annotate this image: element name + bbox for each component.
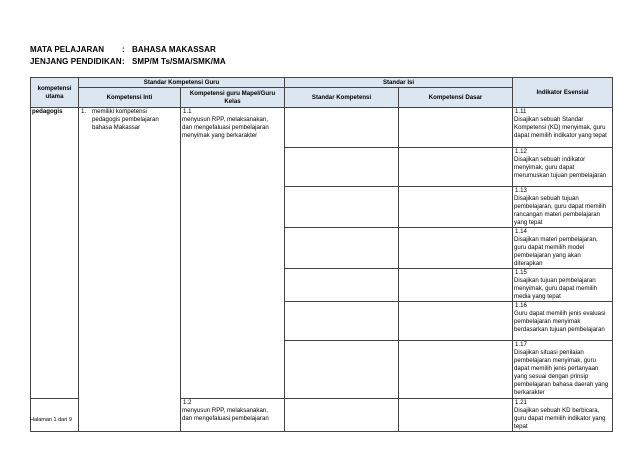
level-value: SMP/M Ts/SMA/SMK/MA — [132, 57, 226, 66]
header-kompetensi-inti: Kompetensi Inti — [79, 88, 181, 108]
cell-competency — [31, 108, 79, 399]
cell-standar-kompetensi — [285, 341, 399, 399]
cell-indicator — [513, 341, 613, 399]
indicator-text: Disajikan situasi penilaian pembelajaran menyimak, guru dapat memilih jenis pertanyaan yang sesuai dengan prinsip pembelajaran bahasa daerah yang berkarakter — [514, 349, 609, 396]
cell-indicator — [513, 108, 613, 148]
indicator-text: Guru dapat memilih jenis evaluasi pembelajaran menyimak berdasarkan tujuan pembelajaran — [514, 310, 606, 333]
cell-indicator — [513, 228, 613, 269]
indicator-number: 1.13 — [515, 187, 527, 194]
cell-standar-kompetensi — [285, 108, 399, 148]
indicator-text: Disajikan sebuah tujuan pembelajaran, guru dapat memilih rancangan materi pembelajaran yang tepat — [514, 195, 607, 226]
table-row — [31, 108, 613, 148]
indicator-text: Disajikan sebuah KD berbicara, guru dapat memilih indikator yang tepat — [514, 407, 606, 430]
cell-kompetensi-dasar — [399, 187, 513, 228]
header-row-1 — [31, 78, 613, 88]
cell-standar-kompetensi — [285, 269, 399, 302]
indicator-text: Disajikan materi pembelajaran, guru dapat memilih model pembelajaran yang akan diterapkan — [514, 236, 598, 267]
ki-text: memiliki kompetensi pedagogis pembelajaran bahasa Makassar — [92, 108, 159, 131]
level-label: JENJANG PENDIDIKAN — [30, 57, 122, 66]
cell-competency-empty — [31, 399, 79, 432]
cell-kompetensi-guru-1 — [181, 108, 285, 399]
header-kompetensi-dasar: Kompetensi Dasar — [399, 88, 513, 108]
indicator-text: Disajikan sebuah Standar Kompetensi (KD) menyimak, guru dapat memilih indikator yang tepat — [514, 116, 607, 139]
indicator-text: Disajikan sebuah indikator menyimak, guru dapat merumuskan tujuan pembelajaran — [514, 156, 607, 179]
indicator-number: 1.16 — [515, 302, 527, 309]
indicator-number: 1.11 — [515, 108, 527, 115]
cell-kompetensi-dasar — [399, 399, 513, 432]
indicator-number: 1.17 — [515, 341, 527, 348]
indicator-text: Disajikan tujuan pembelajaran menyimak, guru dapat memilih media yang tepat — [514, 277, 597, 300]
cell-indicator — [513, 187, 613, 228]
cell-kompetensi-dasar — [399, 148, 513, 187]
meta-subject — [30, 45, 216, 54]
cell-kompetensi-dasar — [399, 228, 513, 269]
header-kompetensi-utama: kompetensi utama — [31, 78, 79, 108]
cell-standar-kompetensi — [285, 187, 399, 228]
header-standar-kompetensi: Standar Kompetensi — [285, 88, 399, 108]
header-kompetensi-mapel: Kompetensi guru Mapel/Guru Kelas — [181, 88, 285, 108]
kg1-number: 1.1 — [183, 108, 192, 115]
ki-number: 1. — [81, 108, 87, 115]
subject-separator: : — [122, 45, 125, 54]
cell-indicator — [513, 302, 613, 341]
cell-indicator — [513, 269, 613, 302]
indicator-number: 1.15 — [515, 269, 527, 276]
cell-kompetensi-dasar — [399, 269, 513, 302]
competency-text: pedagogis — [32, 108, 63, 115]
kg2-text: menyusun RPP, melaksanakan, dan mengefaluasi pembelajaran — [182, 407, 269, 422]
meta-level — [30, 57, 226, 66]
cell-kompetensi-guru-2 — [181, 399, 285, 432]
cell-kompetensi-dasar — [399, 108, 513, 148]
cell-kompetensi-dasar — [399, 302, 513, 341]
cell-indicator — [513, 148, 613, 187]
cell-standar-kompetensi — [285, 302, 399, 341]
cell-kompetensi-inti — [79, 108, 181, 432]
cell-standar-kompetensi — [285, 148, 399, 187]
cell-standar-kompetensi — [285, 399, 399, 432]
kg2-number: 1.2 — [183, 399, 192, 406]
header-standar-kompetensi-guru: Standar Kompetensi Guru — [79, 78, 285, 88]
header-indikator-esensial: Indikator Esensial — [513, 78, 613, 108]
indicator-number: 1.12 — [515, 148, 527, 155]
cell-indicator — [513, 399, 613, 432]
competency-table — [30, 77, 613, 432]
indicator-number: 1.21 — [515, 399, 527, 406]
page-footer: Halaman 1 dari 9 — [30, 417, 72, 423]
indicator-number: 1.14 — [515, 228, 527, 235]
level-separator: : — [122, 57, 125, 66]
cell-kompetensi-dasar — [399, 341, 513, 399]
cell-standar-kompetensi — [285, 228, 399, 269]
kg1-text: menyusun RPP, melaksanakan, dan mengefaluasi pembelajaran menyimak yang berkarakter — [182, 116, 269, 139]
subject-label: MATA PELAJARAN — [30, 45, 105, 54]
header-standar-isi: Standar Isi — [285, 78, 513, 88]
subject-value: BAHASA MAKASSAR — [132, 45, 216, 54]
